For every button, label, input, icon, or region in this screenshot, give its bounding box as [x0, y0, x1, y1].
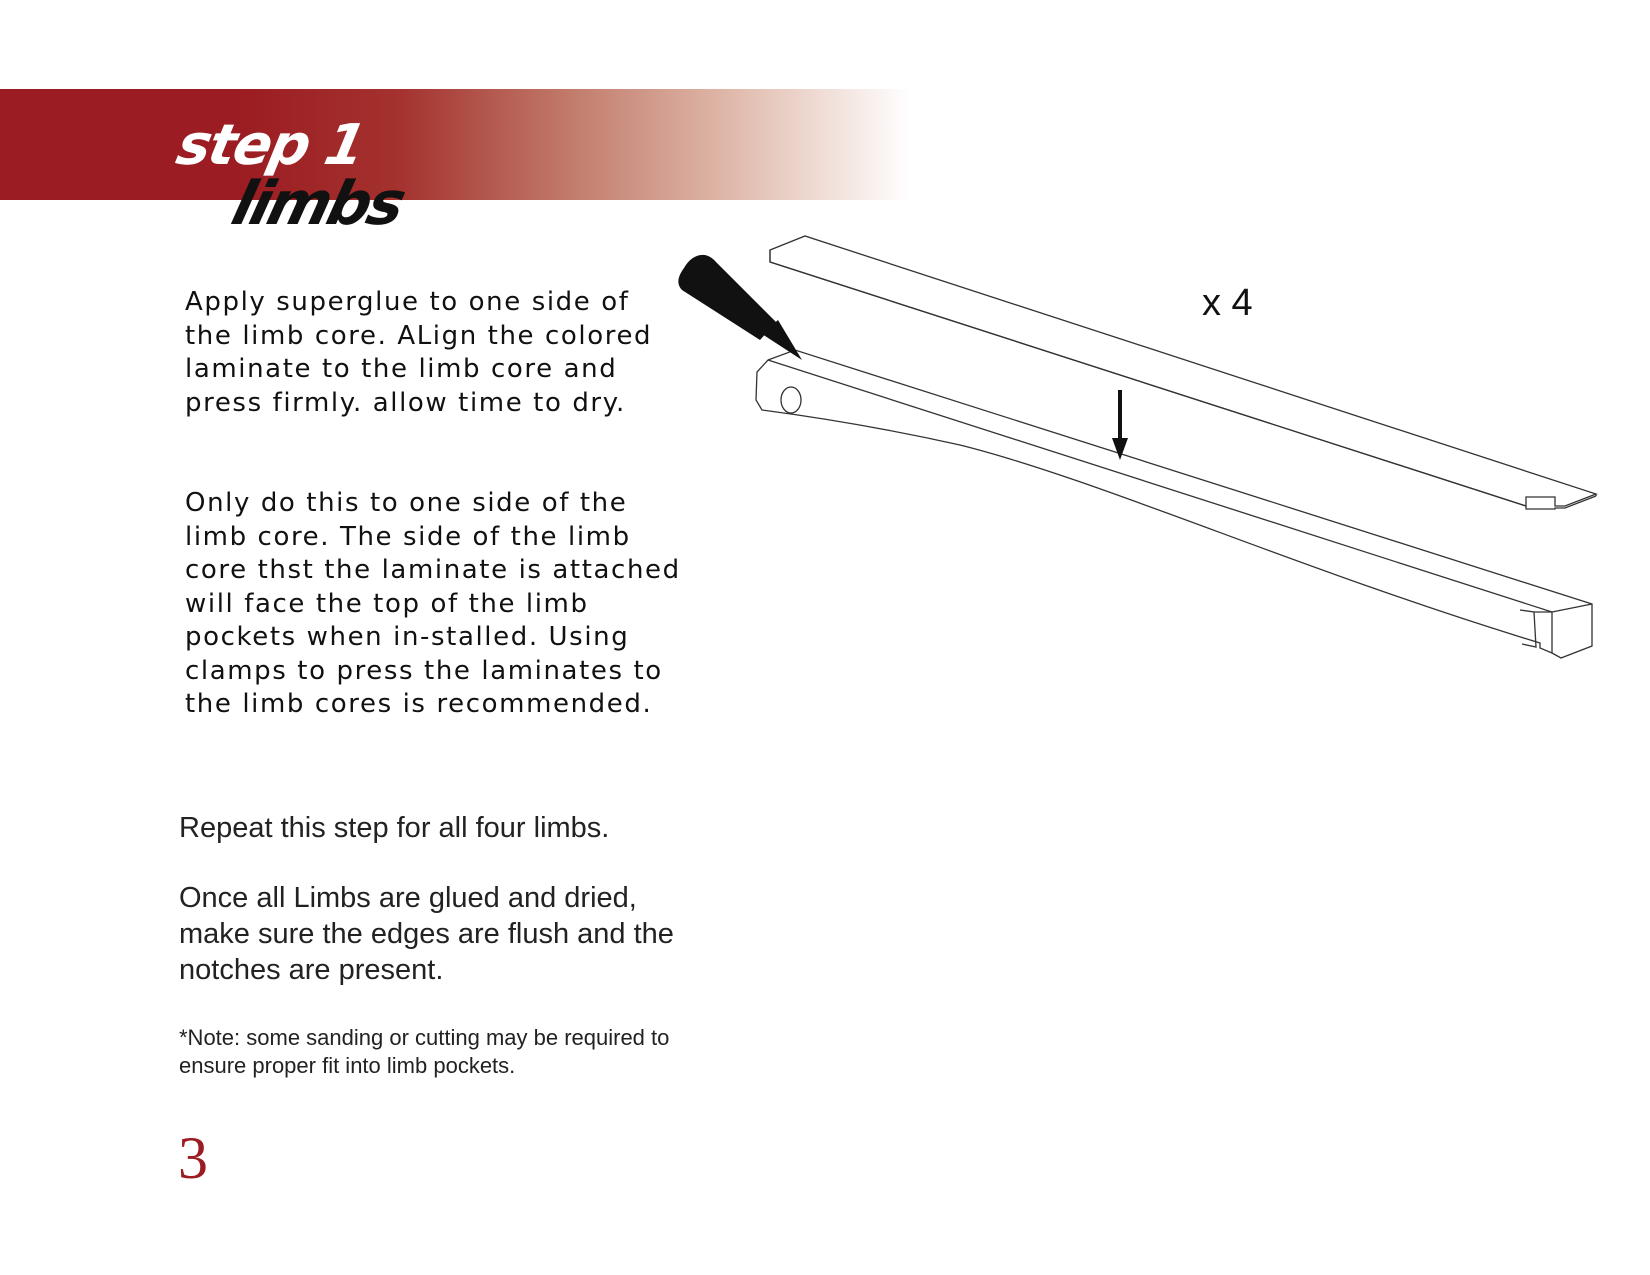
step-title: step 1	[171, 113, 370, 178]
down-arrow-icon	[1112, 390, 1128, 460]
instruction-paragraph-3: Repeat this step for all four limbs.	[179, 812, 610, 844]
instruction-paragraph-2: Only do this to one side of the limb core. The side of the limb core thst the laminate is attached will face the top of the limb pockets when in-stalled. Using clamps to press the laminates to the limb cores is recommended.	[185, 488, 681, 719]
note-text: *Note: some sanding or cutting may be required to ensure proper fit into limb pockets.	[179, 1025, 670, 1078]
limb-core	[756, 350, 1592, 658]
page-number: 3	[178, 1125, 208, 1191]
instruction-paragraph-1: Apply superglue to one side of the limb core. ALign the colored laminate to the limb core and press firmly. allow time to dry.	[185, 287, 653, 418]
instruction-paragraph-4: Once all Limbs are glued and dried, make sure the edges are flush and the notches are present.	[179, 882, 674, 986]
glue-bottle-icon	[678, 255, 802, 360]
quantity-label: x 4	[1202, 282, 1253, 324]
step-subtitle: limbs	[225, 169, 411, 239]
laminate-strip	[770, 236, 1596, 509]
